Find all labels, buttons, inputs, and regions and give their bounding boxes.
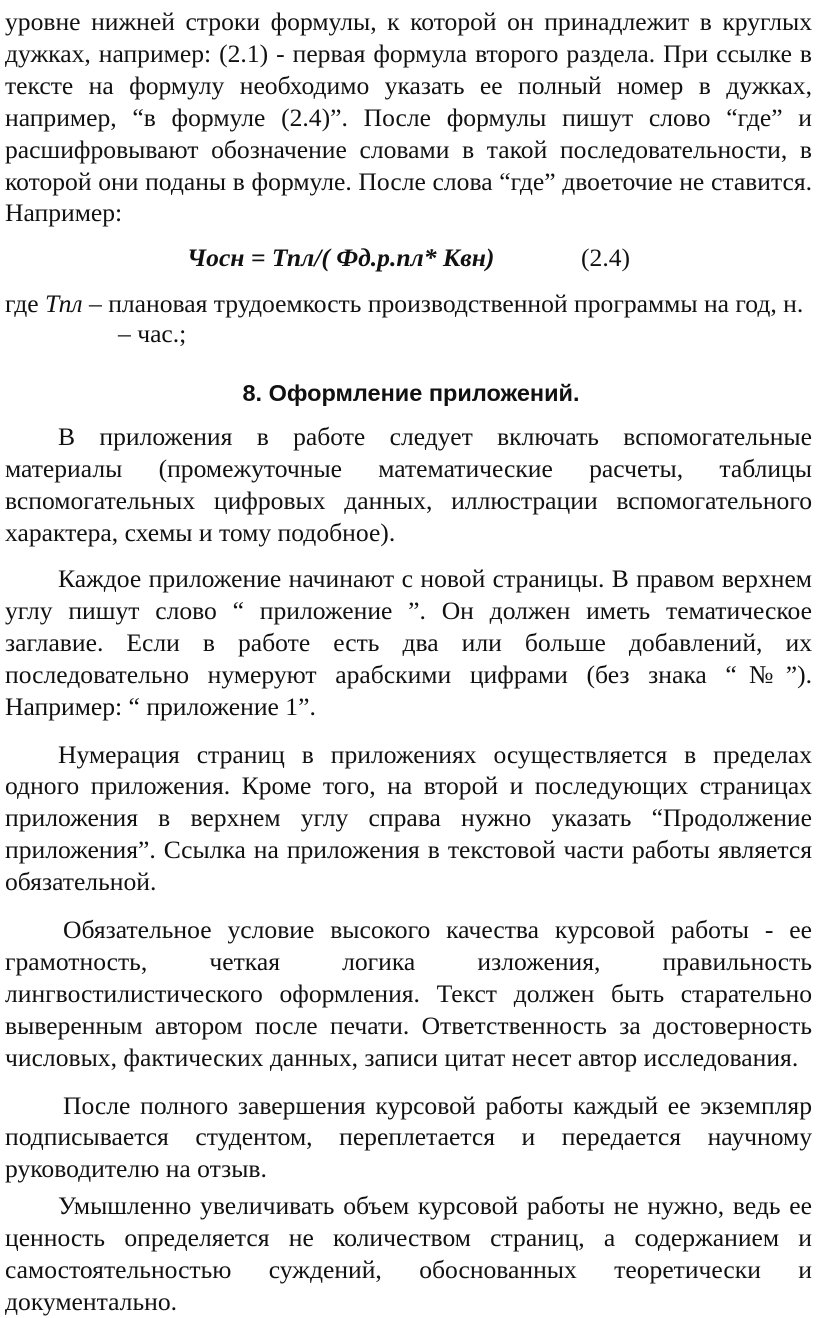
formula-legend: [0, 289, 816, 349]
paragraph-page-numbering: Нумерация страниц в приложениях осуществляется в пределах одного приложения. Кроме того, на второй и последующих страницах приложения в верхнем углу справа нужно указать “Продолжение приложения”. Ссылка на приложения в текстовой части работы является обязательной.: [5, 739, 812, 897]
formula-number: (2.4): [581, 243, 631, 273]
legend-line-1: [5, 289, 812, 319]
formula-block: [0, 237, 816, 281]
intro-paragraph: уровне нижней строки формулы, к которой он принадлежит в круглых дужках, например: (2.1) - первая формула второго раздела. При ссылке в тексте на формулу необходимо указать ее полный номер в дужках, например, “в формуле (2.4)”. После формулы пишут слово “где” и расшифровывают обозначение словами в такой последовательности, в которой они поданы в формуле. После слова “где” двоеточие не ставится. Например:: [5, 7, 812, 228]
paragraph-volume: Умышленно увеличивать объем курсовой работы не нужно, ведь ее ценность определяется не количеством страниц, а содержанием и самостоятельностью суждений, обоснованных теоретически и документально.: [5, 1191, 812, 1316]
section-heading: 8. Оформление приложений.: [242, 380, 580, 407]
legend-prefix: где: [5, 289, 46, 319]
legend-symbol: Тпл: [45, 289, 83, 319]
paragraph-appendix-new-page: Каждое приложение начинают с новой страницы. В правом верхнем углу пишут слово “ приложение ”. Он должен иметь тематическое заглавие. Если в работе есть два или больше добавлений, их последовательно нумеруют арабскими цифрами (без знака “№”). Например: “ приложение 1”.: [5, 563, 812, 721]
formula-expression: Чосн = Тпл/( Фд.р.пл* Квн): [187, 243, 495, 273]
legend-line-2: – час.;: [118, 319, 187, 349]
paragraph-quality-requirements: Обязательное условие высокого качества курсовой работы - ее грамотность, четкая логика изложения, правильность лингвостилистического оформления. Текст должен быть старательно выверенным автором после печати. Ответственность за достоверность числовых, фактических данных, записи цитат несет автор исследования.: [5, 915, 812, 1072]
legend-description: – плановая трудоемкость производственной программы на год, н.: [82, 289, 804, 319]
paragraph-appendix-contents: В приложения в работе следует включать вспомогательные материалы (промежуточные математические расчеты, таблицы вспомогательных цифровых данных, иллюстрации вспомогательного характера, схемы и тому подобное).: [5, 422, 812, 548]
paragraph-submission: После полного завершения курсовой работы каждый ее экземпляр подписывается студентом, переплетается и передается научному руководителю на отзыв.: [5, 1090, 812, 1184]
